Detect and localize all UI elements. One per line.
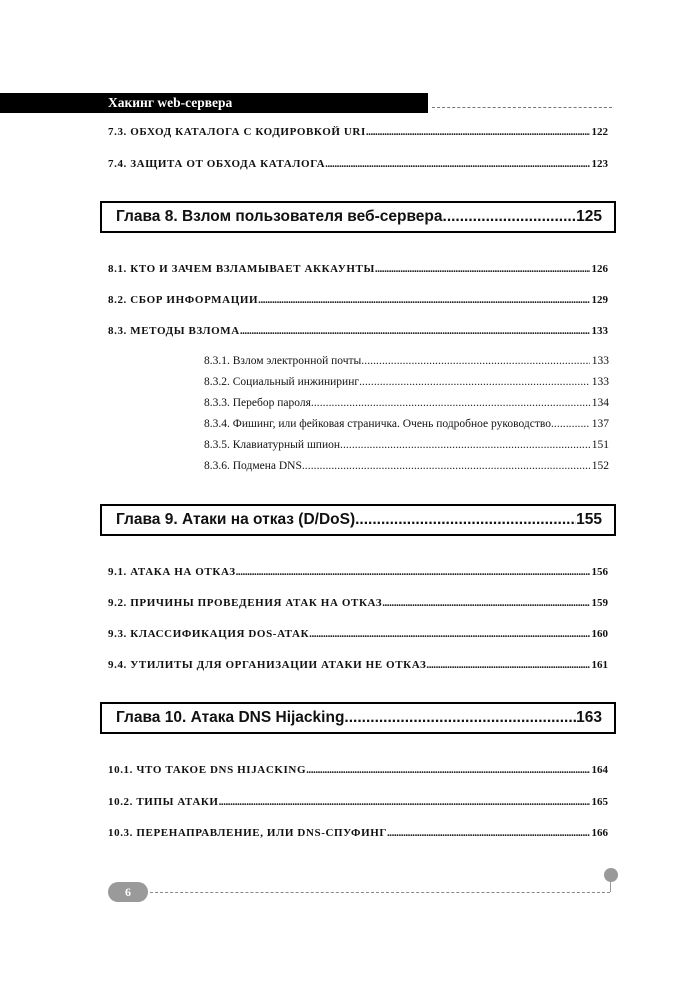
toc-chapter-title: Глава 8. Взлом пользователя веб-сервера [116,208,443,225]
page-number: 6 [125,885,131,899]
toc-section-title: 10.1. ЧТО ТАКОЕ DNS HIJACKING [108,764,307,776]
dot-leader [366,124,590,140]
toc-page-number: 126 [591,263,608,275]
toc-section-title: 10.2. ТИПЫ АТАКИ [108,796,219,808]
dot-leader [240,323,590,339]
dot-leader [236,564,590,580]
toc-page-number: 164 [591,764,608,776]
toc-page-number: 123 [591,158,608,170]
toc-subsection-8-3-5[interactable] [204,437,609,453]
page-number-badge [108,882,148,902]
toc-section-title: 9.4. УТИЛИТЫ ДЛЯ ОРГАНИЗАЦИИ АТАКИ НЕ ОТКАЗ [108,659,427,671]
toc-page-number: 160 [591,628,608,640]
toc-subsection-8-3-1[interactable] [204,353,609,369]
toc-section-title: 9.1. АТАКА НА ОТКАЗ [108,566,236,578]
toc-page-number: 152 [591,460,609,472]
dot-leader [309,626,589,642]
toc-chapter-8[interactable] [100,201,616,233]
toc-subsection-title: 8.3.3. Перебор пароля [204,397,311,409]
running-header-title: Хакинг web-сервера [108,95,233,110]
toc-section-title: 8.2. СБОР ИНФОРМАЦИИ [108,294,259,306]
dot-leader [302,458,590,474]
footer-dotted-rule [150,892,610,893]
toc-page-number: 155 [576,511,602,528]
toc-section-9-2[interactable] [108,595,608,611]
toc-subsection-title: 8.3.1. Взлом электронной почты [204,355,362,367]
toc-page-number: 161 [591,659,608,671]
header-dotted-rule [432,107,612,108]
toc-section-9-3[interactable] [108,626,608,642]
dot-leader [426,657,589,673]
toc-section-8-3[interactable] [108,323,608,339]
dot-leader [311,395,590,411]
dot-leader [340,437,590,453]
toc-subsection-title: 8.3.2. Социальный инжиниринг [204,376,360,388]
toc-page-number: 133 [591,325,608,337]
dot-leader [306,762,589,778]
toc-page-number: 133 [591,355,609,367]
toc-page-number: 133 [591,376,609,388]
toc-subsection-8-3-2[interactable] [204,374,609,390]
toc-page-number: 134 [591,397,609,409]
toc-section-7-3[interactable] [108,124,608,140]
toc-subsection-title: 8.3.5. Клавиатурный шпион [204,439,341,451]
toc-section-title: 10.3. ПЕРЕНАПРАВЛЕНИЕ, ИЛИ DNS-СПУФИНГ [108,827,387,839]
toc-section-title: 7.3. ОБХОД КАТАЛОГА С КОДИРОВКОЙ URI [108,126,366,138]
toc-section-9-1[interactable] [108,564,608,580]
toc-page-number: 129 [591,294,608,306]
toc-page-number: 125 [576,208,602,225]
toc-section-title: 9.3. КЛАССИФИКАЦИЯ DOS-АТАК [108,628,310,640]
dot-leader [355,511,576,529]
toc-section-10-1[interactable] [108,762,608,778]
dot-leader [361,353,589,369]
toc-chapter-9[interactable] [100,504,616,536]
dot-leader [344,709,576,727]
toc-section-title: 7.4. ЗАЩИТА ОТ ОБХОДА КАТАЛОГА [108,158,326,170]
toc-page-number: 163 [576,709,602,726]
toc-chapter-title: Глава 9. Атаки на отказ (D/DoS) [116,511,356,528]
toc-section-title: 9.2. ПРИЧИНЫ ПРОВЕДЕНИЯ АТАК НА ОТКАЗ [108,597,383,609]
footer-circle-ornament [604,868,618,882]
dot-leader [258,292,589,308]
toc-page-number: 156 [591,566,608,578]
toc-subsection-8-3-4[interactable] [204,416,609,432]
dot-leader [359,374,590,390]
toc-section-9-4[interactable] [108,657,608,673]
dot-leader [219,794,590,810]
toc-section-10-3[interactable] [108,825,608,841]
toc-section-7-4[interactable] [108,156,608,172]
dot-leader [375,261,590,277]
toc-page-number: 159 [591,597,608,609]
toc-section-8-2[interactable] [108,292,608,308]
toc-subsection-title: 8.3.6. Подмена DNS [204,460,302,472]
dot-leader [551,416,590,432]
dot-leader [382,595,589,611]
toc-page-number: 166 [591,827,608,839]
toc-subsection-8-3-3[interactable] [204,395,609,411]
dot-leader [443,208,577,226]
toc-section-title: 8.3. МЕТОДЫ ВЗЛОМА [108,325,240,337]
toc-page-number: 122 [591,126,608,138]
toc-section-title: 8.1. КТО И ЗАЧЕМ ВЗЛАМЫВАЕТ АККАУНТЫ [108,263,375,275]
toc-chapter-10[interactable] [100,702,616,734]
toc-page-number: 151 [591,439,609,451]
toc-subsection-title: 8.3.4. Фишинг, или фейковая страничка. Очень подробное руководство [204,418,551,430]
toc-page-number: 165 [591,796,608,808]
dot-leader [325,156,589,172]
dot-leader [387,825,590,841]
toc-section-10-2[interactable] [108,794,608,810]
running-header [0,93,428,113]
toc-section-8-1[interactable] [108,261,608,277]
toc-chapter-title: Глава 10. Атака DNS Hijacking [116,709,345,726]
toc-subsection-8-3-6[interactable] [204,458,609,474]
toc-page-number: 137 [591,418,609,430]
